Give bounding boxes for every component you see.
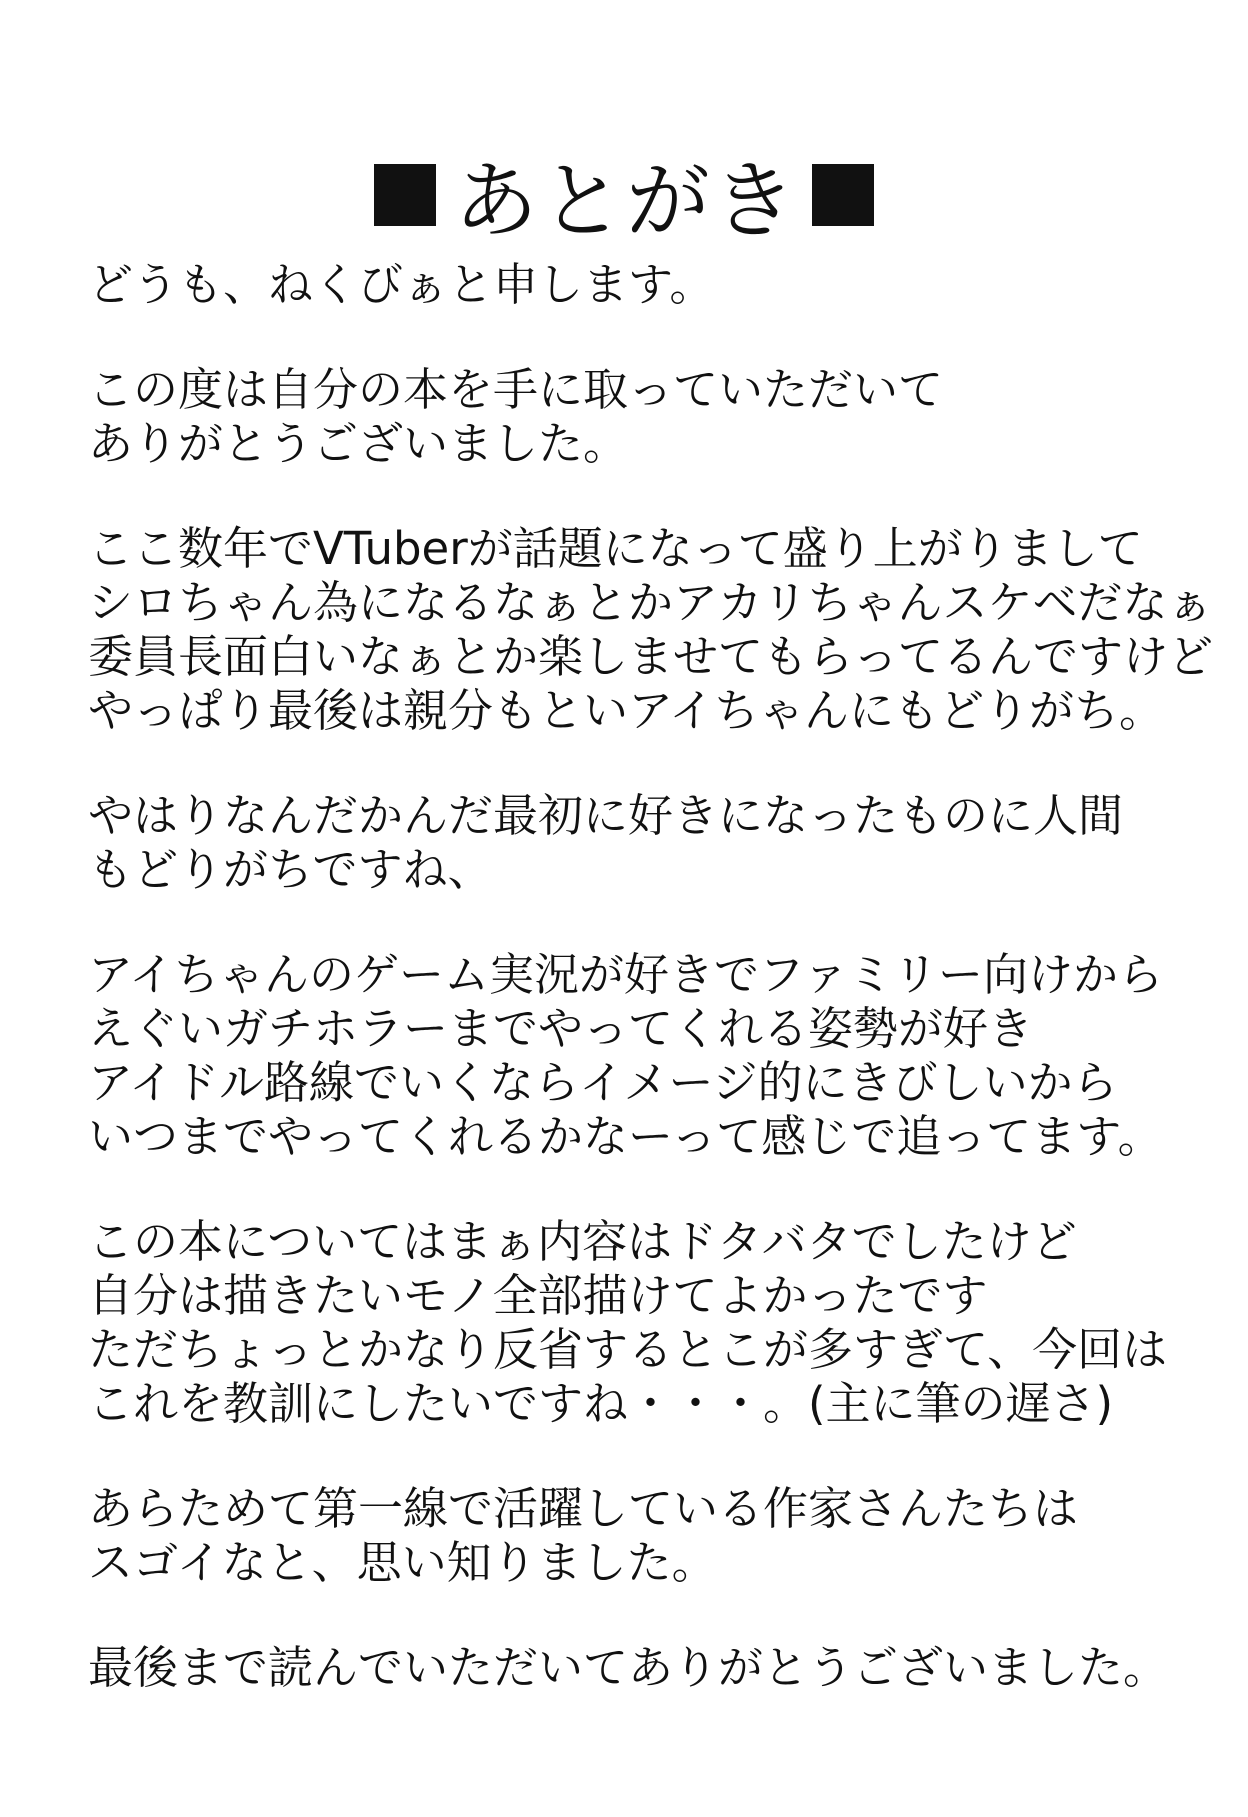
afterword-body [88,258,1228,1746]
page-title [0,140,1248,256]
paragraph [88,258,1228,312]
paragraph [88,789,1228,897]
text-line: アイちゃんのゲーム実況が好きでファミリー向けから [88,948,1164,1001]
text-line: どうも、ねくびぁと申します。 [88,258,715,311]
text-line: シロちゃん為になるなぁとかアカリちゃんスケベだなぁ [88,576,1213,629]
title-text: あとがき [453,152,798,251]
paragraph [88,1482,1228,1590]
text-line: ありがとうございました。 [88,417,629,470]
text-line: いつまでやってくれるかなーって感じで追ってます。 [88,1110,1163,1163]
text-line: えぐいガチホラーまでやってくれる姿勢が好き [88,1002,1034,1055]
text-line: この度は自分の本を手に取っていただいて [88,363,944,416]
black-square-icon [812,164,874,226]
text-line: ここ数年でVTuberが話題になって盛り上がりまして [88,522,1143,575]
text-line: もどりがちですね、 [88,843,493,896]
text-line: これを教訓にしたいですね・・・。(主に筆の遅さ) [88,1377,1114,1430]
paragraph [88,522,1228,738]
text-line: 委員長面白いなぁとか楽しませてもらってるんですけど [88,630,1214,683]
black-square-icon [374,164,436,226]
text-line: スゴイなと、思い知りました。 [88,1536,717,1589]
text-line: やっぱり最後は親分もといアイちゃんにもどりがち。 [88,684,1164,737]
text-line: あらためて第一線で活躍している作家さんたちは [88,1482,1079,1535]
text-line: この本についてはまぁ内容はドタバタでしたけど [88,1215,1077,1268]
text-line: ただちょっとかなり反省するとこが多すぎて、今回は [88,1323,1168,1376]
text-line: 最後まで読んでいただいてありがとうございました。 [88,1641,1169,1694]
paragraph [88,1641,1228,1695]
text-line: やはりなんだかんだ最初に好きになったものに人間 [88,789,1124,842]
paragraph [88,1215,1228,1431]
paragraph [88,948,1228,1164]
paragraph [88,363,1228,471]
text-line: 自分は描きたいモノ全部描けてよかったです [88,1269,988,1322]
text-line: アイドル路線でいくならイメージ的にきびしいから [88,1056,1118,1109]
